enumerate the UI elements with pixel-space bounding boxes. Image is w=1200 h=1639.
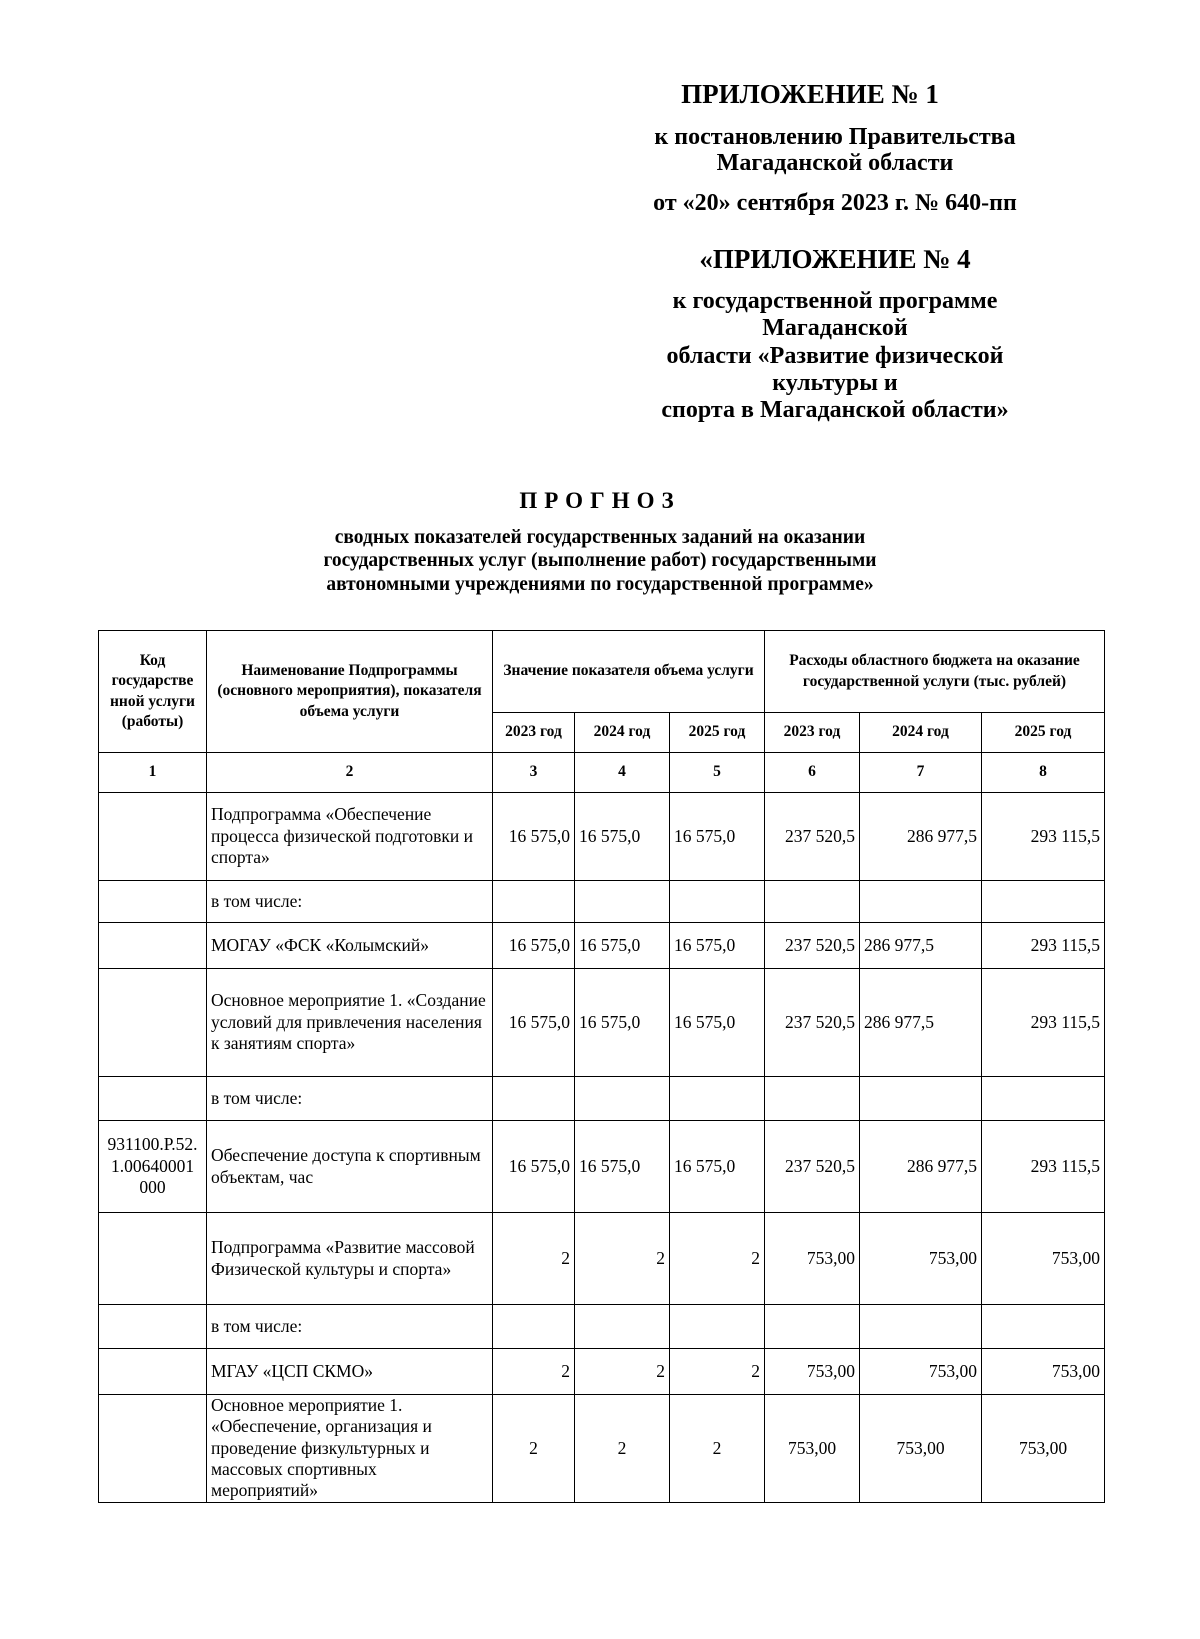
volume-2025-cell bbox=[670, 881, 765, 923]
indicator-name-cell: в том числе: bbox=[207, 1077, 493, 1121]
service-code-cell bbox=[99, 1213, 207, 1305]
service-code-cell bbox=[99, 1349, 207, 1395]
volume-2025-cell: 2 bbox=[670, 1395, 765, 1503]
header-year: 2024 год bbox=[575, 713, 670, 753]
program-line: Магаданской bbox=[762, 315, 908, 342]
document-subtitle bbox=[90, 526, 1110, 596]
header-code: Код государстве нной услуги (работы) bbox=[99, 631, 207, 753]
expense-2025-cell: 293 115,5 bbox=[982, 793, 1105, 881]
service-code-cell bbox=[99, 923, 207, 969]
column-number: 2 bbox=[207, 753, 493, 793]
volume-2023-cell: 16 575,0 bbox=[493, 793, 575, 881]
volume-2025-cell: 2 bbox=[670, 1349, 765, 1395]
expense-2025-cell: 753,00 bbox=[982, 1349, 1105, 1395]
volume-2025-cell: 16 575,0 bbox=[670, 793, 765, 881]
table-row bbox=[99, 1305, 1105, 1349]
program-line: к государственной программе bbox=[672, 288, 998, 314]
service-code-cell: 931100.Р.52.1.00640001000 bbox=[99, 1121, 207, 1213]
column-number: 5 bbox=[670, 753, 765, 793]
volume-2025-cell bbox=[670, 1077, 765, 1121]
header-name: Наименование Подпрограммы (основного мероприятия), показателя объема услуги bbox=[207, 631, 493, 753]
expense-2024-cell: 286 977,5 bbox=[860, 1121, 982, 1213]
expense-2024-cell: 753,00 bbox=[860, 1395, 982, 1503]
program-line: области «Развитие физической bbox=[666, 342, 1004, 369]
volume-2024-cell bbox=[575, 1077, 670, 1121]
header-expense-group: Расходы областного бюджета на оказание государственной услуги (тыс. рублей) bbox=[765, 631, 1105, 713]
expense-2024-cell bbox=[860, 1077, 982, 1121]
expense-2024-cell bbox=[860, 1305, 982, 1349]
indicator-name-cell: Основное мероприятие 1. «Создание условий для привлечения населения к занятиям спорта» bbox=[207, 969, 493, 1077]
indicator-name-cell: МГАУ «ЦСП СКМО» bbox=[207, 1349, 493, 1395]
expense-2023-cell: 237 520,5 bbox=[765, 793, 860, 881]
volume-2025-cell: 16 575,0 bbox=[670, 969, 765, 1077]
service-code-cell bbox=[99, 1305, 207, 1349]
header-year: 2024 год bbox=[860, 713, 982, 753]
resolution-line: Магаданской области bbox=[716, 150, 954, 177]
expense-2024-cell bbox=[860, 881, 982, 923]
resolution-reference bbox=[600, 124, 1070, 177]
service-code-cell bbox=[99, 1395, 207, 1503]
header-year: 2025 год bbox=[982, 713, 1105, 753]
expense-2024-cell: 286 977,5 bbox=[860, 793, 982, 881]
table-row bbox=[99, 1077, 1105, 1121]
volume-2023-cell: 2 bbox=[493, 1395, 575, 1503]
header-year: 2025 год bbox=[670, 713, 765, 753]
volume-2024-cell bbox=[575, 881, 670, 923]
table-row bbox=[99, 1213, 1105, 1305]
appendix4-title: «ПРИЛОЖЕНИЕ № 4 bbox=[699, 244, 971, 274]
volume-2024-cell: 16 575,0 bbox=[575, 793, 670, 881]
expense-2025-cell bbox=[982, 1077, 1105, 1121]
volume-2023-cell: 16 575,0 bbox=[493, 923, 575, 969]
table-row bbox=[99, 1395, 1105, 1503]
forecast-table bbox=[98, 630, 1105, 1503]
table-row bbox=[99, 1349, 1105, 1395]
column-number: 6 bbox=[765, 753, 860, 793]
subtitle-line: сводных показателей государственных заданий на оказании bbox=[334, 527, 866, 548]
service-code-cell bbox=[99, 1077, 207, 1121]
indicator-name-cell: в том числе: bbox=[207, 881, 493, 923]
expense-2023-cell bbox=[765, 881, 860, 923]
header-volume-group: Значение показателя объема услуги bbox=[493, 631, 765, 713]
indicator-name-cell: МОГАУ «ФСК «Колымский» bbox=[207, 923, 493, 969]
expense-2023-cell: 753,00 bbox=[765, 1349, 860, 1395]
service-code-cell bbox=[99, 793, 207, 881]
column-number: 4 bbox=[575, 753, 670, 793]
table-row bbox=[99, 969, 1105, 1077]
resolution-date: от «20» сентября 2023 г. № 640-пп bbox=[653, 190, 1017, 216]
volume-2025-cell: 16 575,0 bbox=[670, 1121, 765, 1213]
table-row bbox=[99, 881, 1105, 923]
indicator-name-cell: Подпрограмма «Развитие массовой Физической культуры и спорта» bbox=[207, 1213, 493, 1305]
expense-2023-cell: 237 520,5 bbox=[765, 969, 860, 1077]
expense-2025-cell: 293 115,5 bbox=[982, 923, 1105, 969]
volume-2023-cell bbox=[493, 1077, 575, 1121]
column-number: 7 bbox=[860, 753, 982, 793]
volume-2024-cell: 16 575,0 bbox=[575, 923, 670, 969]
document-title: ПРОГНОЗ bbox=[519, 488, 681, 513]
volume-2024-cell: 16 575,0 bbox=[575, 1121, 670, 1213]
volume-2024-cell bbox=[575, 1305, 670, 1349]
column-number: 8 bbox=[982, 753, 1105, 793]
volume-2023-cell bbox=[493, 881, 575, 923]
table-row bbox=[99, 1121, 1105, 1213]
table-row bbox=[99, 923, 1105, 969]
expense-2023-cell bbox=[765, 1305, 860, 1349]
expense-2025-cell: 753,00 bbox=[982, 1213, 1105, 1305]
expense-2025-cell bbox=[982, 1305, 1105, 1349]
volume-2023-cell: 16 575,0 bbox=[493, 1121, 575, 1213]
expense-2023-cell bbox=[765, 1077, 860, 1121]
subtitle-line: государственных услуг (выполнение работ) государственными bbox=[323, 550, 877, 572]
expense-2025-cell: 293 115,5 bbox=[982, 969, 1105, 1077]
volume-2023-cell: 16 575,0 bbox=[493, 969, 575, 1077]
expense-2025-cell: 293 115,5 bbox=[982, 1121, 1105, 1213]
appendix-title: ПРИЛОЖЕНИЕ № 1 bbox=[681, 79, 939, 109]
expense-2025-cell bbox=[982, 881, 1105, 923]
expense-2024-cell: 753,00 bbox=[860, 1349, 982, 1395]
expense-2024-cell: 286 977,5 bbox=[860, 969, 982, 1077]
service-code-cell bbox=[99, 969, 207, 1077]
expense-2024-cell: 753,00 bbox=[860, 1213, 982, 1305]
volume-2024-cell: 2 bbox=[575, 1395, 670, 1503]
program-line: культуры и bbox=[772, 370, 898, 397]
expense-2023-cell: 753,00 bbox=[765, 1213, 860, 1305]
expense-2023-cell: 237 520,5 bbox=[765, 923, 860, 969]
resolution-line: к постановлению Правительства bbox=[654, 124, 1016, 150]
expense-2024-cell: 286 977,5 bbox=[860, 923, 982, 969]
indicator-name-cell: в том числе: bbox=[207, 1305, 493, 1349]
volume-2023-cell: 2 bbox=[493, 1213, 575, 1305]
column-number: 3 bbox=[493, 753, 575, 793]
volume-2024-cell: 2 bbox=[575, 1349, 670, 1395]
program-line: спорта в Магаданской области» bbox=[661, 397, 1009, 424]
table-row bbox=[99, 793, 1105, 881]
program-reference bbox=[600, 288, 1070, 425]
volume-2025-cell bbox=[670, 1305, 765, 1349]
indicator-name-cell: Обеспечение доступа к спортивным объектам, час bbox=[207, 1121, 493, 1213]
header-year: 2023 год bbox=[493, 713, 575, 753]
expense-2025-cell: 753,00 bbox=[982, 1395, 1105, 1503]
volume-2024-cell: 16 575,0 bbox=[575, 969, 670, 1077]
service-code-cell bbox=[99, 881, 207, 923]
indicator-name-cell: Основное мероприятие 1. «Обеспечение, организация и проведение физкультурных и массовых спортивных мероприятий» bbox=[207, 1395, 493, 1503]
volume-2024-cell: 2 bbox=[575, 1213, 670, 1305]
expense-2023-cell: 753,00 bbox=[765, 1395, 860, 1503]
volume-2025-cell: 16 575,0 bbox=[670, 923, 765, 969]
volume-2025-cell: 2 bbox=[670, 1213, 765, 1305]
volume-2023-cell bbox=[493, 1305, 575, 1349]
column-number: 1 bbox=[99, 753, 207, 793]
volume-2023-cell: 2 bbox=[493, 1349, 575, 1395]
expense-2023-cell: 237 520,5 bbox=[765, 1121, 860, 1213]
indicator-name-cell: Подпрограмма «Обеспечение процесса физической подготовки и спорта» bbox=[207, 793, 493, 881]
subtitle-line: автономными учреждениями по государственной программе» bbox=[326, 573, 874, 595]
header-year: 2023 год bbox=[765, 713, 860, 753]
